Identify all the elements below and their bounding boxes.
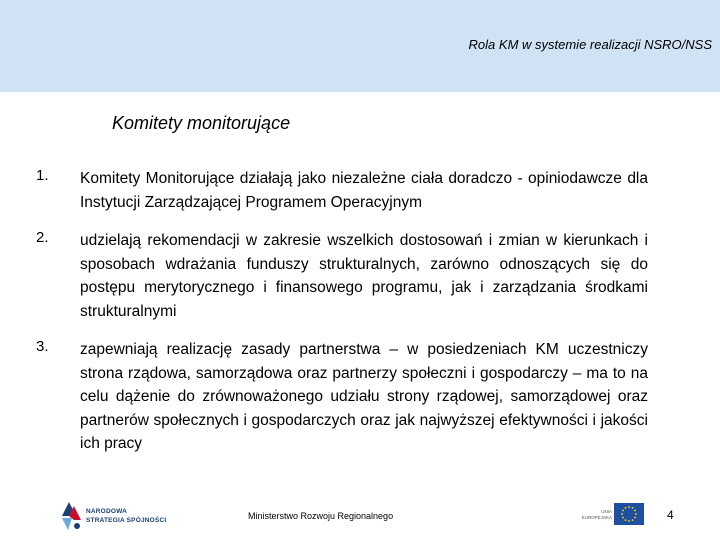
list-item-text: zapewniają realizację zasady partnerstwa – w posiedzeniach KM uczestniczy strona rządowa, samorządowa oraz partnerzy społeczni i gospodarczy – ma to na celu dążenie do zrównoważonego udziału strony rządowej, samorządowej oraz partnerów społecznych i gospodarczych oraz jak najwyższej efektywności i jakości ich pracy (80, 341, 648, 452)
nss-logo (60, 502, 180, 532)
page-number: 4 (667, 508, 674, 522)
slide-title: Komitety monitorujące (112, 113, 291, 133)
nss-logo-text (86, 507, 166, 525)
footer-ministry: Ministerstwo Rozwoju Regionalnego (248, 511, 394, 521)
eu-logo-line2: EUROPEJSKA (581, 514, 612, 520)
header-title: Rola KM w systemie realizacji NSRO/NSS (468, 37, 712, 52)
eu-logo (578, 503, 644, 527)
list-item-text: Komitety Monitorujące działają jako niezależne ciała doradczo - opiniodawcze dla Instytucji Zarządzającej Programem Operacyjnym (80, 170, 648, 211)
eu-flag-icon (614, 503, 644, 525)
nss-logo-line2: STRATEGIA SPÓJNOŚCI (86, 517, 167, 524)
list-item-number: 1. (36, 167, 49, 184)
nss-logo-line1: NARODOWA (86, 508, 127, 515)
nss-emblem-icon (60, 502, 84, 532)
list-item-text: udzielają rekomendacji w zakresie wszelkich dostosowań i zmian w kierunkach i sposobach wdrażania funduszy strukturalnych, zarówno odnoszących się do postępu merytorycznego i finansowego programu, jak i zarządzania środkami strukturalnymi (80, 232, 648, 320)
list-item-number: 3. (36, 338, 49, 355)
list-item-number: 2. (36, 229, 49, 246)
eu-logo-line1: UNIA (601, 509, 612, 514)
eu-logo-text (578, 509, 612, 520)
